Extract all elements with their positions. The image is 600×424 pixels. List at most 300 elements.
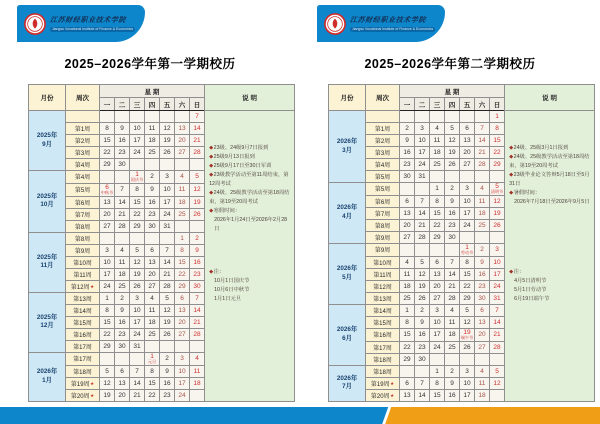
week-label-cell: 第10周 [66, 256, 100, 268]
day-cell: 25 [430, 159, 445, 171]
day-cell: 5 [190, 171, 205, 184]
day-cell: 14 [475, 135, 490, 147]
day-cell: 15 [460, 268, 475, 280]
day-cell [475, 353, 490, 365]
week-label-cell: 第14周 [66, 304, 100, 316]
calendar-row [329, 111, 595, 123]
day-cell: 13 [145, 256, 160, 268]
day-cell: 7 [190, 292, 205, 304]
notes-column-header: 说 明 [505, 85, 595, 111]
day-cell: 28 [490, 341, 505, 353]
week-label-cell: 第10周 [366, 256, 400, 268]
week-label-cell: 第15周 [66, 316, 100, 328]
exam-week-star-icon: ★ [90, 393, 95, 399]
day-cell: 25 [145, 328, 160, 340]
day-cell: 3 [460, 365, 475, 377]
day-cell [445, 171, 460, 183]
day-cell: 22 [100, 328, 115, 340]
day-cell: 29 [175, 280, 190, 292]
day-cell: 23 [415, 341, 430, 353]
header-row [29, 85, 295, 98]
day-cell: 24 [430, 341, 445, 353]
holiday-label: 元旦 [147, 359, 157, 365]
day-cell: 3 [460, 183, 475, 196]
header-band [317, 5, 445, 42]
day-cell: 30 [115, 340, 130, 352]
day-cell: 7 [160, 244, 175, 256]
day-cell: 15 [100, 316, 115, 328]
day-cell: 9 [400, 135, 415, 147]
day-cell: 25 [475, 219, 490, 231]
day-cell: 6 [115, 365, 130, 377]
notes-column-header: 说 明 [205, 85, 295, 111]
day-cell [415, 111, 430, 123]
day-cell: 12 [445, 135, 460, 147]
week-label-cell: 第8周 [66, 220, 100, 232]
week-label-cell: 第19周★ [366, 377, 400, 389]
day-cell: 28 [190, 147, 205, 159]
day-cell: 11 [400, 268, 415, 280]
day-cell: 8 [460, 256, 475, 268]
day-cell: 17 [160, 196, 175, 208]
day-cell: 17 [460, 207, 475, 219]
day-cell: 11 [175, 183, 190, 196]
weekday-group-header: 星 期 [400, 85, 505, 98]
day-cell: 1 [100, 292, 115, 304]
day-cell: 19 [415, 280, 430, 292]
week-column-header: 周次 [66, 85, 100, 111]
day-cell: 18 [400, 280, 415, 292]
day-cell: 3 [430, 304, 445, 316]
week-label-cell: 第18周 [366, 365, 400, 377]
day-cell: 21 [115, 208, 130, 220]
day-cell: 31 [160, 220, 175, 232]
day-cell: 15 [430, 207, 445, 219]
week-label-cell: 第12周 [366, 280, 400, 292]
day-cell: 29 [100, 159, 115, 171]
day-cell: 12 [100, 377, 115, 389]
day-cell: 5 [460, 304, 475, 316]
week-label-cell: 第17周 [66, 352, 100, 365]
first-semester-calendar [28, 84, 295, 402]
week-label-cell: 第9周 [366, 243, 400, 256]
day-cell: 9 [190, 244, 205, 256]
notes-block: ◆注： 4月5日清明节 5月1日劳动节 6月19日端午节 [509, 269, 550, 302]
week-label-cell: 第11周 [366, 268, 400, 280]
weekday-header: 四 [145, 98, 160, 111]
week-label-cell: 第16周 [366, 328, 400, 341]
week-label-cell: 第9周 [66, 244, 100, 256]
week-label-cell: 第2周 [366, 135, 400, 147]
day-cell: 22 [460, 280, 475, 292]
week-label-cell: 第11周 [66, 268, 100, 280]
day-cell: 6 中秋节 [100, 183, 114, 196]
day-cell: 17 [175, 377, 190, 389]
header-band [17, 5, 145, 42]
day-cell: 10 [130, 123, 145, 135]
day-cell: 12 [460, 316, 475, 328]
week-label-cell: 第3周 [366, 147, 400, 159]
day-cell: 23 [400, 159, 415, 171]
day-cell: 21 [160, 268, 175, 280]
day-cell [175, 340, 190, 352]
day-cell: 14 [115, 196, 130, 208]
page-title-second-semester: 2025–2026学年第二学期校历 [364, 57, 536, 71]
day-cell: 20 [145, 268, 160, 280]
day-cell: 11 [145, 123, 160, 135]
day-cell: 5 [100, 365, 115, 377]
day-cell: 18 [445, 328, 460, 341]
day-cell: 12 [490, 195, 505, 207]
week-label-cell: 第12周★ [66, 280, 100, 292]
weekday-header: 日 [490, 98, 505, 111]
day-cell: 4 [115, 244, 130, 256]
month-cell: 2026年 4月 [329, 183, 366, 244]
day-cell [460, 353, 475, 365]
day-cell: 5 [415, 256, 430, 268]
weekday-header: 二 [415, 98, 430, 111]
day-cell: 10 [160, 183, 175, 196]
day-cell [415, 365, 430, 377]
day-cell [145, 111, 160, 123]
day-cell [160, 232, 175, 244]
day-cell: 17 [430, 328, 445, 341]
day-cell: 1 元旦 [145, 352, 160, 365]
day-cell: 28 [445, 292, 460, 304]
day-cell: 31 [490, 292, 505, 304]
day-cell: 30 [400, 171, 415, 183]
day-cell [145, 232, 160, 244]
day-cell: 8 [490, 123, 505, 135]
day-cell: 24 [130, 328, 145, 340]
day-cell: 4 [430, 123, 445, 135]
day-cell: 12 [160, 304, 175, 316]
week-label-cell: 第5周 [366, 171, 400, 183]
day-cell: 19 [160, 316, 175, 328]
weekday-header: 三 [130, 98, 145, 111]
day-cell [130, 111, 145, 123]
day-cell: 2 [445, 365, 460, 377]
day-cell [160, 340, 175, 352]
calendar-table [28, 84, 295, 402]
day-cell: 7 [490, 304, 505, 316]
day-cell: 18 [190, 377, 205, 389]
day-cell: 24 [100, 280, 115, 292]
month-column-header: 月份 [29, 85, 66, 111]
day-cell: 16 [445, 389, 460, 401]
day-cell: 21 [475, 147, 490, 159]
day-cell: 26 [130, 280, 145, 292]
day-cell [400, 111, 415, 123]
day-cell: 27 [145, 280, 160, 292]
day-cell: 6 [460, 123, 475, 135]
day-cell: 14 [490, 316, 505, 328]
school-name-cn: 江苏财经职业技术学院 [49, 17, 127, 25]
exam-week-star-icon: ★ [390, 381, 395, 387]
day-cell: 29 [490, 159, 505, 171]
day-cell: 2 [400, 123, 415, 135]
second-semester-calendar [328, 84, 595, 402]
day-cell: 16 [115, 135, 130, 147]
day-cell: 11 [430, 135, 445, 147]
day-cell: 14 [130, 377, 145, 389]
day-cell: 10 [415, 135, 430, 147]
week-label-cell: 第14周 [366, 304, 400, 316]
day-cell: 21 [130, 389, 145, 401]
day-cell [160, 159, 175, 171]
day-cell: 9 [115, 123, 130, 135]
school-name-block [350, 15, 435, 32]
day-cell: 14 [415, 389, 430, 401]
day-cell: 15 [145, 377, 160, 389]
day-cell [100, 171, 115, 184]
day-cell: 16 [115, 316, 130, 328]
day-cell [400, 365, 415, 377]
day-cell: 10 [130, 304, 145, 316]
day-cell: 15 [175, 256, 190, 268]
day-cell: 26 [460, 341, 475, 353]
week-label-cell: 第17周 [66, 340, 100, 352]
day-cell [400, 183, 415, 196]
day-cell: 5 [130, 244, 145, 256]
day-cell: 27 [430, 292, 445, 304]
day-cell: 3 [175, 352, 190, 365]
weekday-header: 日 [190, 98, 205, 111]
day-cell: 21 [490, 328, 505, 341]
day-cell: 4 [475, 183, 490, 196]
page-title-first-semester: 2025–2026学年第一学期校历 [64, 57, 236, 71]
holiday-label: 劳动节 [460, 250, 474, 256]
day-cell: 9 [445, 377, 460, 389]
day-cell: 8 [430, 377, 445, 389]
day-cell: 26 [190, 208, 205, 220]
school-name-en: Jiangsu Vocational Institute of Finance & Economics [352, 27, 434, 32]
week-column-header: 周次 [366, 85, 400, 111]
day-cell [190, 340, 205, 352]
day-cell: 22 [100, 147, 115, 159]
day-cell: 2 [190, 232, 205, 244]
day-cell: 5 [490, 365, 505, 377]
day-cell: 5 清明节 [490, 183, 504, 195]
day-cell: 12 [190, 183, 205, 196]
day-cell: 7 [415, 377, 430, 389]
day-cell [445, 243, 460, 256]
day-cell: 2 [415, 304, 430, 316]
week-label-cell: 第1周 [366, 123, 400, 135]
day-cell: 30 [145, 220, 160, 232]
day-cell: 13 [115, 377, 130, 389]
day-cell [490, 353, 505, 365]
weekday-header: 三 [430, 98, 445, 111]
day-cell: 22 [145, 389, 160, 401]
day-cell: 6 [400, 377, 415, 389]
week-label-cell: 第4周 [366, 159, 400, 171]
month-cell: 2026年 6月 [329, 304, 366, 365]
day-cell: 14 [160, 256, 175, 268]
week-label-cell: 第6周 [66, 196, 100, 208]
day-cell: 13 [430, 268, 445, 280]
week-label-cell: 第9周 [366, 231, 400, 243]
header-row [329, 85, 595, 98]
day-cell [160, 111, 175, 123]
weekday-header: 五 [460, 98, 475, 111]
day-cell: 14 [415, 207, 430, 219]
day-cell: 2 [145, 171, 160, 184]
day-cell: 8 [100, 123, 115, 135]
day-cell: 3 [160, 171, 175, 184]
week-label-cell: 第4周 [66, 159, 100, 171]
day-cell: 6 [175, 292, 190, 304]
weekday-header: 四 [445, 98, 460, 111]
day-cell: 18 [175, 196, 190, 208]
day-cell: 1 [430, 183, 445, 196]
day-cell: 13 [175, 123, 190, 135]
day-cell: 28 [190, 328, 205, 340]
week-label-cell: 第6周 [366, 195, 400, 207]
day-cell: 9 [475, 256, 490, 268]
day-cell: 19 [160, 135, 175, 147]
week-label-cell: 第15周 [366, 316, 400, 328]
day-cell: 20 [175, 135, 190, 147]
day-cell: 5 [445, 123, 460, 135]
day-cell: 27 [460, 159, 475, 171]
day-cell [445, 111, 460, 123]
day-cell: 15 [100, 135, 115, 147]
day-cell: 25 [175, 208, 190, 220]
school-logo-icon [24, 13, 46, 35]
day-cell: 24 [175, 389, 190, 401]
day-cell: 23 [115, 328, 130, 340]
week-label-cell: 第4周 [66, 171, 100, 184]
notes-wrap [205, 111, 294, 401]
day-cell: 28 [115, 220, 130, 232]
day-cell: 28 [415, 231, 430, 243]
day-cell: 9 [115, 304, 130, 316]
day-cell [430, 353, 445, 365]
day-cell [100, 111, 115, 123]
day-cell [175, 111, 190, 123]
day-cell: 10 [100, 256, 115, 268]
school-logo-icon [324, 13, 346, 35]
day-cell: 17 [130, 135, 145, 147]
day-cell [490, 389, 505, 401]
day-cell: 26 [160, 328, 175, 340]
day-cell: 28 [160, 280, 175, 292]
day-cell [100, 352, 115, 365]
weekday-header: 一 [100, 98, 115, 111]
day-cell [415, 183, 430, 196]
calendar-row [29, 111, 295, 123]
holiday-label: 端午节 [460, 335, 474, 341]
day-cell: 22 [400, 341, 415, 353]
day-cell: 10 [490, 256, 505, 268]
month-cell: 2025年 10月 [29, 171, 66, 233]
day-cell: 16 [190, 256, 205, 268]
day-cell: 13 [460, 135, 475, 147]
day-cell: 27 [175, 328, 190, 340]
day-cell: 1 [175, 232, 190, 244]
day-cell [460, 231, 475, 243]
day-cell [400, 243, 415, 256]
day-cell: 19 端午节 [460, 328, 474, 341]
day-cell [115, 171, 130, 184]
week-label-cell: 第3周 [66, 147, 100, 159]
day-cell: 19 [490, 207, 505, 219]
day-cell: 22 [430, 219, 445, 231]
day-cell: 30 [190, 280, 205, 292]
footer-band [0, 407, 600, 424]
weekday-header: 六 [175, 98, 190, 111]
day-cell: 21 [445, 280, 460, 292]
day-cell: 16 [160, 377, 175, 389]
day-cell: 14 [445, 268, 460, 280]
month-cell: 2025年 11月 [29, 232, 66, 292]
day-cell: 8 [175, 244, 190, 256]
day-cell: 7 [445, 256, 460, 268]
day-cell: 9 [445, 195, 460, 207]
week-label-cell: 第19周★ [66, 377, 100, 389]
day-cell: 29 [100, 340, 115, 352]
month-cell: 2026年 3月 [329, 111, 366, 183]
day-cell: 15 [430, 389, 445, 401]
weekday-header: 二 [115, 98, 130, 111]
month-cell: 2026年 7月 [329, 365, 366, 401]
day-cell [490, 231, 505, 243]
weekday-header: 六 [475, 98, 490, 111]
day-cell: 4 [475, 365, 490, 377]
day-cell: 7 [115, 183, 130, 196]
day-cell: 19 [190, 196, 205, 208]
day-cell: 6 [145, 244, 160, 256]
holiday-label: 国庆节 [130, 177, 144, 183]
day-cell: 1 国庆节 [130, 171, 144, 183]
day-cell: 27 [400, 231, 415, 243]
day-cell: 11 [190, 365, 205, 377]
day-cell: 4 [175, 171, 190, 184]
day-cell: 4 [445, 304, 460, 316]
day-cell: 11 [115, 256, 130, 268]
day-cell [475, 231, 490, 243]
day-cell: 16 [475, 268, 490, 280]
day-cell: 12 [490, 377, 505, 389]
school-name-en: Jiangsu Vocational Institute of Finance & Economics [52, 27, 134, 32]
page-second-semester [300, 0, 600, 424]
calendar-table [328, 84, 595, 402]
day-cell: 25 [145, 147, 160, 159]
day-cell: 11 [475, 195, 490, 207]
day-cell [100, 232, 115, 244]
holiday-label: 清明节 [490, 189, 504, 195]
day-cell: 16 [145, 196, 160, 208]
day-cell: 23 [160, 389, 175, 401]
day-cell: 1 [400, 304, 415, 316]
day-cell: 4 [400, 256, 415, 268]
day-cell: 17 [130, 316, 145, 328]
day-cell [475, 111, 490, 123]
week-label-cell: 第17周 [366, 341, 400, 353]
day-cell: 8 [145, 365, 160, 377]
day-cell: 13 [475, 316, 490, 328]
day-cell: 17 [415, 147, 430, 159]
day-cell: 11 [145, 304, 160, 316]
day-cell: 12 [160, 123, 175, 135]
day-cell: 7 [190, 111, 205, 123]
week-label-cell: 第5周 [66, 183, 100, 196]
day-cell: 24 [490, 280, 505, 292]
day-cell: 1 劳动节 [460, 243, 474, 256]
day-cell: 20 [100, 208, 115, 220]
day-cell: 16 [400, 147, 415, 159]
